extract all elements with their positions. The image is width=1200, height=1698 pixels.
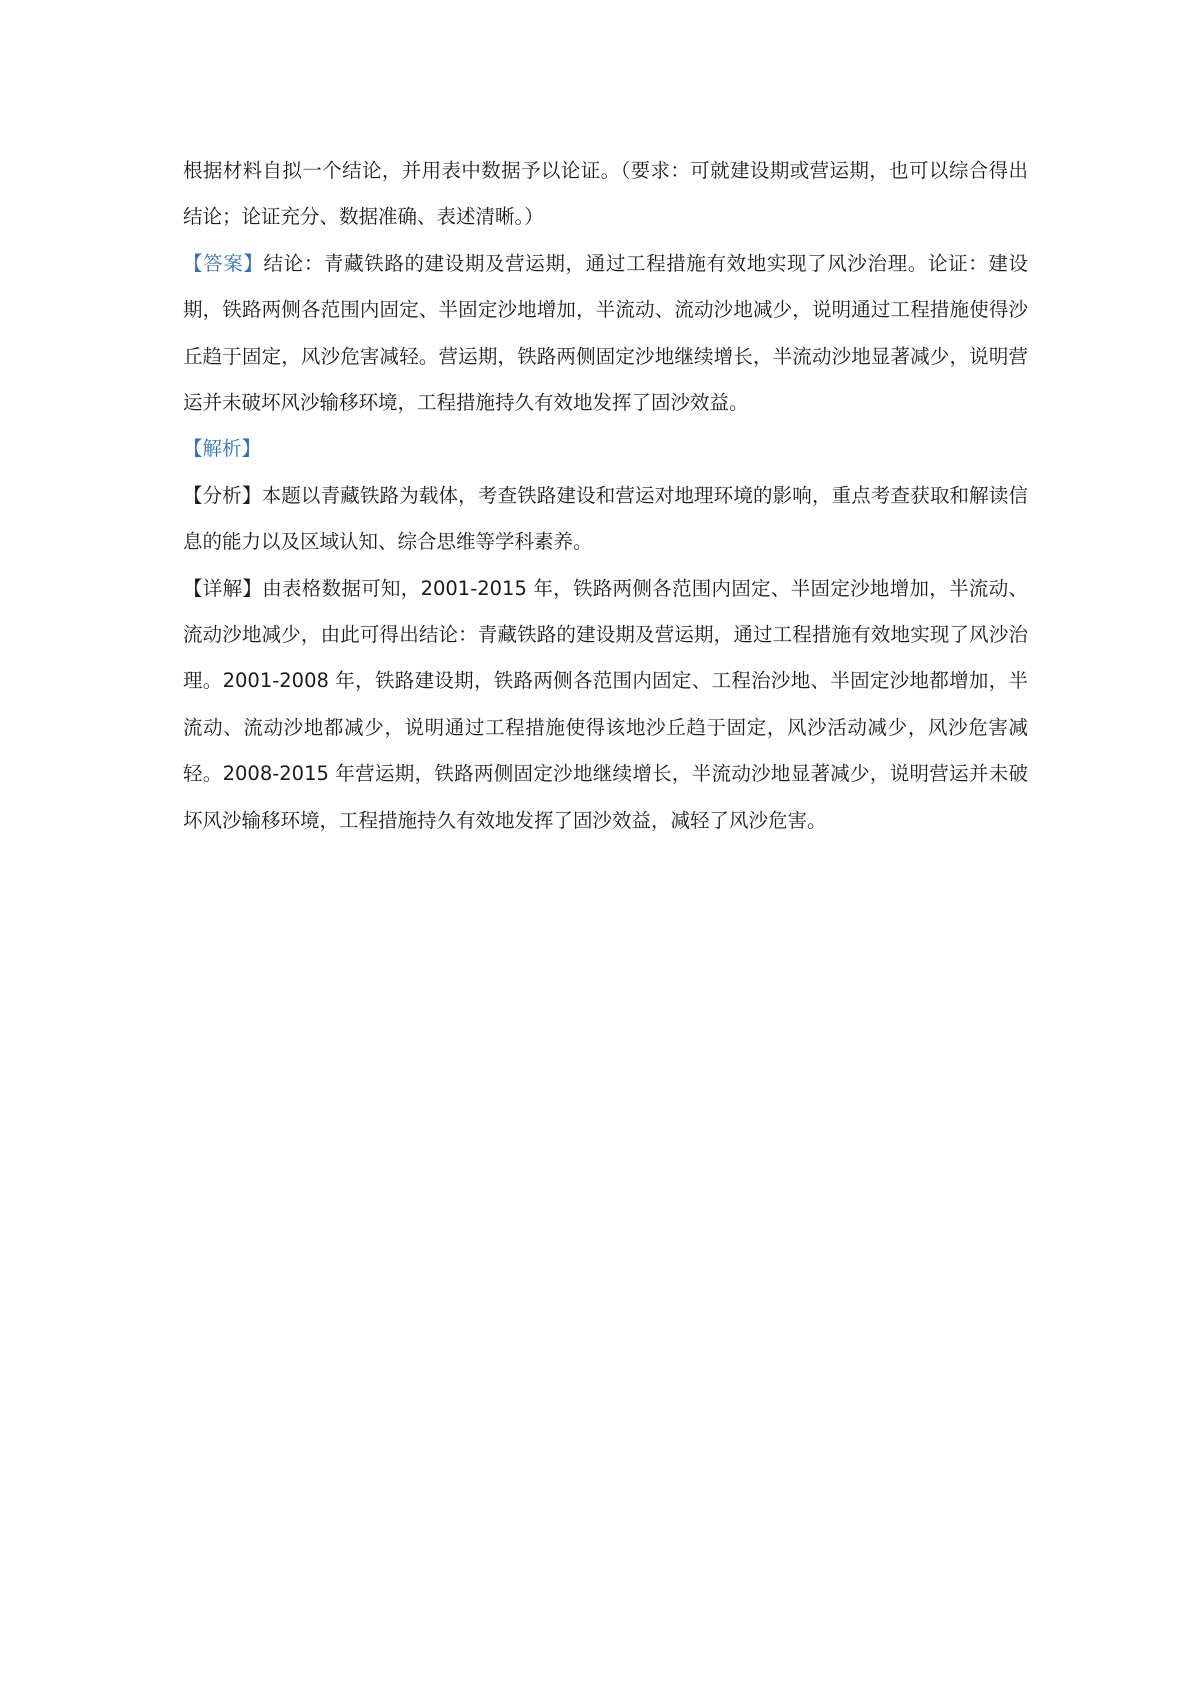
detail-label: 【详解】	[183, 576, 263, 600]
question-paragraph	[183, 148, 1028, 241]
question-text: 根据材料自拟一个结论，并用表中数据予以论证。（要求：可就建设期或营运期，也可以综合得出结论；论证充分、数据准确、表述清晰。）	[183, 159, 1028, 229]
breakdown-text: 本题以青藏铁路为载体，考查铁路建设和营运对地理环境的影响，重点考查获取和解读信息的能力以及区域认知、综合思维等学科素养。	[183, 483, 1028, 554]
detail-paragraph	[183, 566, 1028, 844]
analysis-label: 【解析】	[183, 437, 262, 461]
breakdown-paragraph	[183, 473, 1028, 566]
detail-text: 由表格数据可知，2001-2015 年，铁路两侧各范围内固定、半固定沙地增加，半流动、流动沙地减少，由此可得出结论：青藏铁路的建设期及营运期，通过工程措施有效地实现了风沙治理。2001-2008 年，铁路建设期，铁路两侧各范围内固定、工程治沙地、半固定沙地都增加，半流动、流动沙地都减少，说明通过工程措施使得该地沙丘趋于固定，风沙活动减少，风沙危害减轻。2008-2015 年营运期，铁路两侧固定沙地继续增长，半流动沙地显著减少，说明营运并未破坏风沙输移环境，工程措施持久有效地发挥了固沙效益，减轻了风沙危害。	[183, 576, 1028, 832]
answer-paragraph	[183, 241, 1028, 427]
document-content	[183, 148, 1028, 844]
answer-text: 结论：青藏铁路的建设期及营运期，通过工程措施有效地实现了风沙治理。论证：建设期，铁路两侧各范围内固定、半固定沙地增加，半流动、流动沙地减少，说明通过工程措施使得沙丘趋于固定，风沙危害减轻。营运期，铁路两侧固定沙地继续增长，半流动沙地显著减少，说明营运并未破坏风沙输移环境，工程措施持久有效地发挥了固沙效益。	[183, 251, 1028, 415]
breakdown-label: 【分析】	[183, 483, 262, 507]
answer-label: 【答案】	[183, 251, 264, 275]
analysis-paragraph	[183, 426, 1028, 472]
